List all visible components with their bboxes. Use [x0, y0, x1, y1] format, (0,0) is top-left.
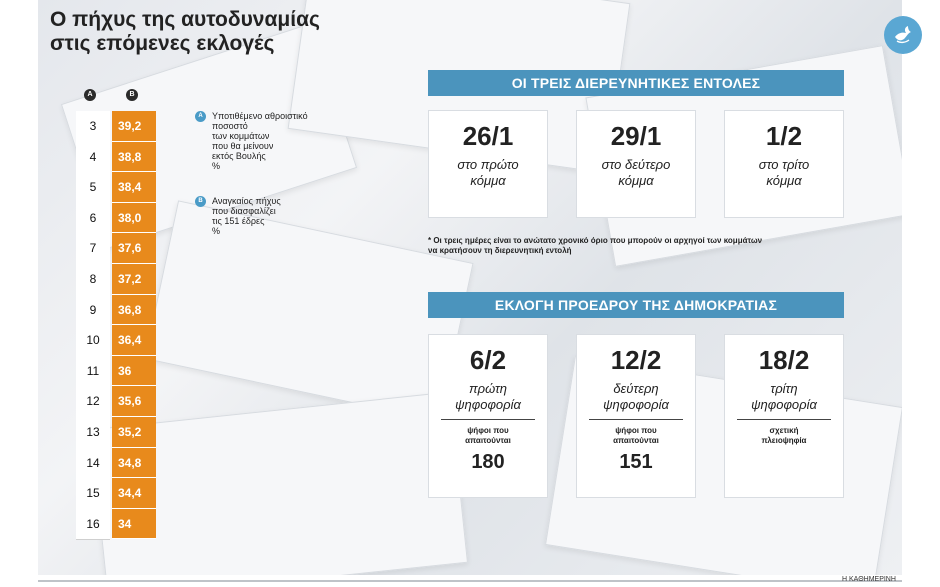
table-row — [76, 172, 156, 203]
cell-b: 34 — [112, 509, 156, 540]
vote-date: 6/2 — [469, 345, 507, 375]
vote-round-line: πρώτη — [468, 381, 508, 396]
legend-a-marker: Α — [195, 111, 206, 122]
footnote-line: να κρατήσουν τη διερευνητική εντολή — [428, 246, 572, 255]
mandate-date: 29/1 — [610, 121, 662, 151]
cell-b: 36 — [112, 356, 156, 387]
vote-requirement-line: ψήφοι που — [615, 426, 657, 435]
vote-card — [576, 334, 696, 498]
source-credit: Η ΚΑΘΗΜΕΡΙΝΗ — [842, 576, 896, 583]
divider — [737, 419, 831, 420]
vote-card — [724, 334, 844, 498]
section-title-president-election: ΕΚΛΟΓΗ ΠΡΟΕΔΡΟΥ ΤΗΣ ΔΗΜΟΚΡΑΤΙΑΣ — [428, 292, 844, 318]
cell-b: 37,2 — [112, 264, 156, 295]
cell-a: 8 — [76, 264, 110, 296]
cell-a: 5 — [76, 172, 110, 204]
legend-b-marker: Β — [195, 196, 206, 207]
legend-a-text — [212, 111, 330, 171]
column-a-marker: Α — [84, 89, 96, 101]
mandate-label-line: στο δεύτερο — [601, 157, 671, 172]
table-row — [76, 142, 156, 173]
vote-requirement-line: απαιτούνται — [613, 436, 659, 445]
table-row — [76, 233, 156, 264]
legend-line: % — [212, 226, 221, 236]
legend-line: % — [212, 161, 221, 171]
mandate-card — [724, 110, 844, 218]
legend-b — [196, 196, 330, 236]
cell-b: 34,8 — [112, 448, 156, 479]
cell-a: 16 — [76, 509, 110, 541]
vote-requirement — [429, 426, 547, 446]
cell-a: 12 — [76, 386, 110, 418]
cell-b: 35,2 — [112, 417, 156, 448]
table-row — [76, 356, 156, 387]
cell-b: 36,8 — [112, 295, 156, 326]
vote-round-line: ψηφοφορία — [455, 397, 521, 412]
cell-b: 35,6 — [112, 386, 156, 417]
table-row — [76, 509, 156, 540]
mandate-label — [429, 157, 547, 189]
legend-a — [196, 111, 330, 171]
vote-round — [725, 381, 843, 413]
legend-line: των κομμάτων — [212, 131, 270, 141]
legend-b-text — [212, 196, 330, 236]
vote-requirement — [577, 426, 695, 446]
mandate-label-line: κόμμα — [470, 173, 506, 188]
legend-line: ποσοστό — [212, 121, 248, 131]
bottom-rule — [38, 580, 902, 582]
mandate-date: 26/1 — [462, 121, 514, 151]
cell-b: 38,0 — [112, 203, 156, 234]
legend-line: που διασφαλίζει — [212, 206, 276, 216]
vote-round — [429, 381, 547, 413]
mandate-card — [428, 110, 548, 218]
vote-requirement — [725, 426, 843, 446]
cell-a: 14 — [76, 448, 110, 480]
vote-round-line: τρίτη — [770, 381, 798, 396]
cell-a: 9 — [76, 295, 110, 327]
table-row — [76, 478, 156, 509]
vote-round-line: ψηφοφορία — [751, 397, 817, 412]
cell-b: 34,4 — [112, 478, 156, 509]
section-title-exploratory-mandates: ΟΙ ΤΡΕΙΣ ΔΙΕΡΕΥΝΗΤΙΚΕΣ ΕΝΤΟΛΕΣ — [428, 70, 844, 96]
legend-line: εκτός Βουλής — [212, 151, 266, 161]
vote-requirement-line: ψήφοι που — [467, 426, 509, 435]
vote-requirement-line: σχετική — [769, 426, 799, 435]
divider — [589, 419, 683, 420]
table-row — [76, 386, 156, 417]
cell-a: 15 — [76, 478, 110, 510]
table-row — [76, 325, 156, 356]
mandate-label-line: στο τρίτο — [758, 157, 810, 172]
cell-a: 10 — [76, 325, 110, 357]
legend-line: Αναγκαίος πήχυς — [212, 196, 281, 206]
footnote — [428, 236, 848, 256]
column-b-marker: Β — [126, 89, 138, 101]
cell-a: 6 — [76, 203, 110, 235]
cell-a: 13 — [76, 417, 110, 449]
dove-logo-graphic — [892, 24, 914, 46]
cell-a: 3 — [76, 111, 110, 143]
footnote-line: * Οι τρεις ημέρες είναι το ανώτατο χρονικό όριο που μπορούν οι αρχηγοί των κομμάτων — [428, 236, 763, 245]
cell-b: 36,4 — [112, 325, 156, 356]
legend-line: τις 151 έδρες — [212, 216, 265, 226]
mandate-label-line: στο πρώτο — [457, 157, 519, 172]
cell-b: 38,4 — [112, 172, 156, 203]
vote-requirement-line: απαιτούνται — [465, 436, 511, 445]
legend-line: Υποτιθέμενο αθροιστικό — [212, 111, 308, 121]
mandate-date: 1/2 — [765, 121, 803, 151]
vote-round-line: ψηφοφορία — [603, 397, 669, 412]
vote-date: 12/2 — [610, 345, 662, 375]
table-row — [76, 295, 156, 326]
mandate-label — [725, 157, 843, 189]
mandate-label-line: κόμμα — [618, 173, 654, 188]
vote-date: 18/2 — [758, 345, 810, 375]
page-title — [50, 8, 320, 56]
table-row — [76, 111, 156, 142]
dove-logo-icon — [884, 16, 922, 54]
cell-b: 39,2 — [112, 111, 156, 142]
title-line: Ο πήχυς της αυτοδυναμίας — [50, 8, 320, 31]
title-line: στις επόμενες εκλογές — [50, 32, 275, 55]
vote-round — [577, 381, 695, 413]
legend-line: που θα μείνουν — [212, 141, 274, 151]
cell-a: 11 — [76, 356, 110, 388]
mandate-label-line: κόμμα — [766, 173, 802, 188]
cell-b: 38,8 — [112, 142, 156, 173]
vote-round-line: δεύτερη — [613, 381, 659, 396]
mandate-label — [577, 157, 695, 189]
table-row — [76, 203, 156, 234]
divider — [441, 419, 535, 420]
cell-b: 37,6 — [112, 233, 156, 264]
vote-card — [428, 334, 548, 498]
cell-a: 7 — [76, 233, 110, 265]
votes-needed: 151 — [619, 451, 653, 473]
table-row — [76, 264, 156, 295]
votes-needed: 180 — [471, 451, 505, 473]
table-row — [76, 417, 156, 448]
cell-a: 4 — [76, 142, 110, 174]
table-rows — [76, 111, 156, 539]
vote-requirement-line: πλειοψηφία — [761, 436, 807, 445]
table-row — [76, 448, 156, 479]
mandate-card — [576, 110, 696, 218]
